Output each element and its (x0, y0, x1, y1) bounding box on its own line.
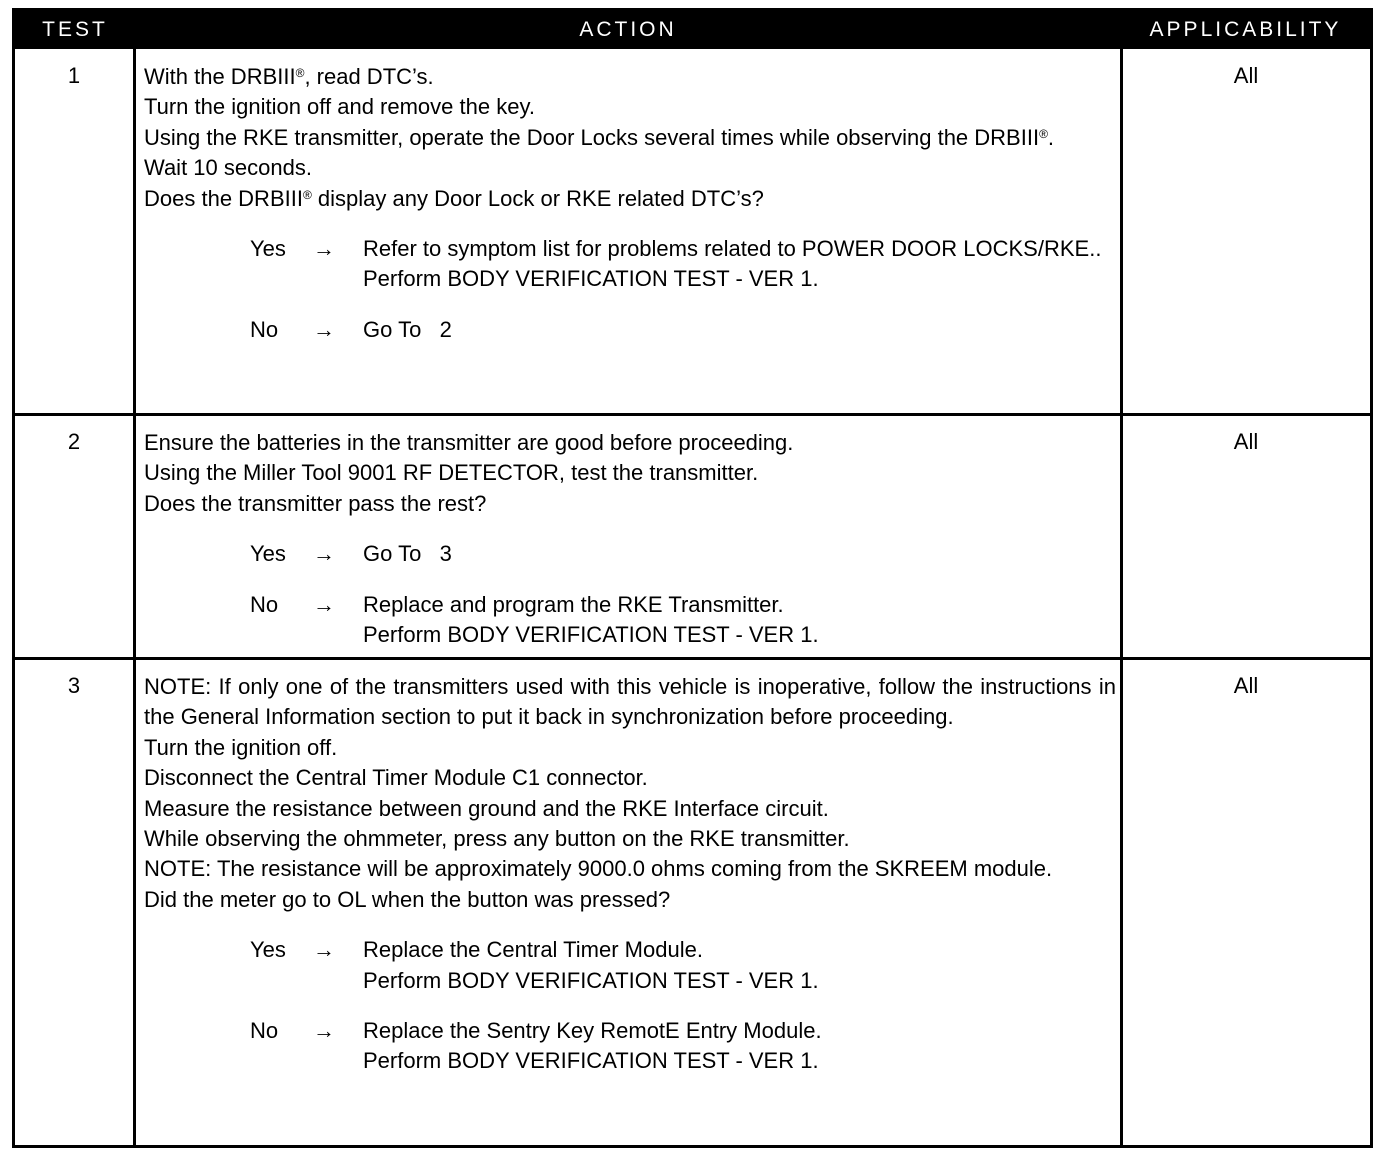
result-line: Refer to symptom list for problems related to POWER DOOR LOCKS/RKE.. (363, 236, 1102, 262)
arrow-icon: → (313, 591, 335, 617)
result-line: Perform BODY VERIFICATION TEST - VER 1. (363, 266, 819, 292)
column-divider (1120, 49, 1123, 1145)
action-cell (144, 428, 1116, 650)
action-line: Using the Miller Tool 9001 RF DETECTOR, test the transmitter. (144, 460, 759, 486)
action-line: Does the DRBIII® display any Door Lock or RKE related DTC’s? (144, 185, 764, 211)
no-label: No (250, 591, 279, 617)
yes-label: Yes (250, 541, 286, 567)
row-divider (15, 413, 1370, 416)
action-line: Using the RKE transmitter, operate the Door Locks several times while observing the DRBIII®. (144, 124, 1055, 150)
yes-label: Yes (250, 236, 286, 262)
result-line: Perform BODY VERIFICATION TEST - VER 1. (363, 622, 819, 648)
header-action: ACTION (579, 18, 677, 41)
result-line: Replace the Sentry Key RemotE Entry Module. (363, 1018, 822, 1044)
arrow-icon: → (313, 1018, 335, 1044)
table-header (15, 11, 1370, 49)
registered-mark: ® (302, 187, 312, 202)
yes-label: Yes (250, 937, 286, 963)
no-label: No (250, 1018, 279, 1044)
test-number: 3 (67, 673, 81, 698)
registered-mark: ® (295, 66, 305, 80)
yes-result (144, 234, 1116, 295)
result-line: Go To 2 (363, 316, 452, 342)
action-line: Did the meter go to OL when the button was pressed? (144, 886, 671, 912)
action-line: NOTE: If only one of the transmitters used with this vehicle is inoperative, follow the instructions in the General Information section to put it back in synchronization before proceeding. (144, 674, 1116, 730)
test-number: 1 (67, 63, 81, 88)
arrow-icon: → (313, 236, 335, 262)
result-line: Perform BODY VERIFICATION TEST - VER 1. (363, 967, 819, 993)
action-line: Wait 10 seconds. (144, 155, 312, 181)
action-line: Turn the ignition off. (144, 734, 338, 760)
applicability-value: All (1233, 429, 1259, 454)
action-line: Ensure the batteries in the transmitter are good before proceeding. (144, 430, 794, 455)
action-cell (144, 62, 1116, 345)
applicability-value: All (1233, 63, 1259, 88)
action-line: Disconnect the Central Timer Module C1 connector. (144, 765, 648, 791)
header-test: TEST (42, 18, 108, 41)
no-result (144, 315, 1116, 345)
test-number: 2 (67, 429, 81, 454)
result-line: Replace and program the RKE Transmitter. (363, 591, 784, 617)
action-line: Turn the ignition off and remove the key. (144, 94, 535, 120)
action-line: While observing the ohmmeter, press any button on the RKE transmitter. (144, 826, 850, 852)
arrow-icon: → (313, 541, 335, 567)
column-divider (133, 49, 136, 1145)
action-line: NOTE: The resistance will be approximately 9000.0 ohms coming from the SKREEM module. (144, 856, 1053, 882)
row-divider (15, 657, 1370, 660)
arrow-icon: → (313, 316, 335, 342)
arrow-icon: → (313, 937, 335, 963)
action-cell (144, 672, 1116, 1077)
action-line: Does the transmitter pass the rest? (144, 490, 487, 516)
header-applicability: APPLICABILITY (1149, 18, 1342, 41)
result-line: Replace the Central Timer Module. (363, 937, 703, 963)
result-line: Go To 3 (363, 541, 452, 567)
result-line: Perform BODY VERIFICATION TEST - VER 1. (363, 1048, 819, 1074)
no-label: No (250, 316, 279, 342)
action-line: With the DRBIII®, read DTC’s. (144, 64, 434, 89)
yes-result (144, 539, 1116, 569)
registered-mark: ® (1039, 126, 1048, 141)
no-result (144, 1016, 1116, 1077)
diagnostic-table (12, 8, 1373, 1148)
action-line: Measure the resistance between ground and the RKE Interface circuit. (144, 795, 829, 821)
applicability-value: All (1233, 673, 1259, 698)
no-result (144, 590, 1116, 651)
yes-result (144, 935, 1116, 996)
